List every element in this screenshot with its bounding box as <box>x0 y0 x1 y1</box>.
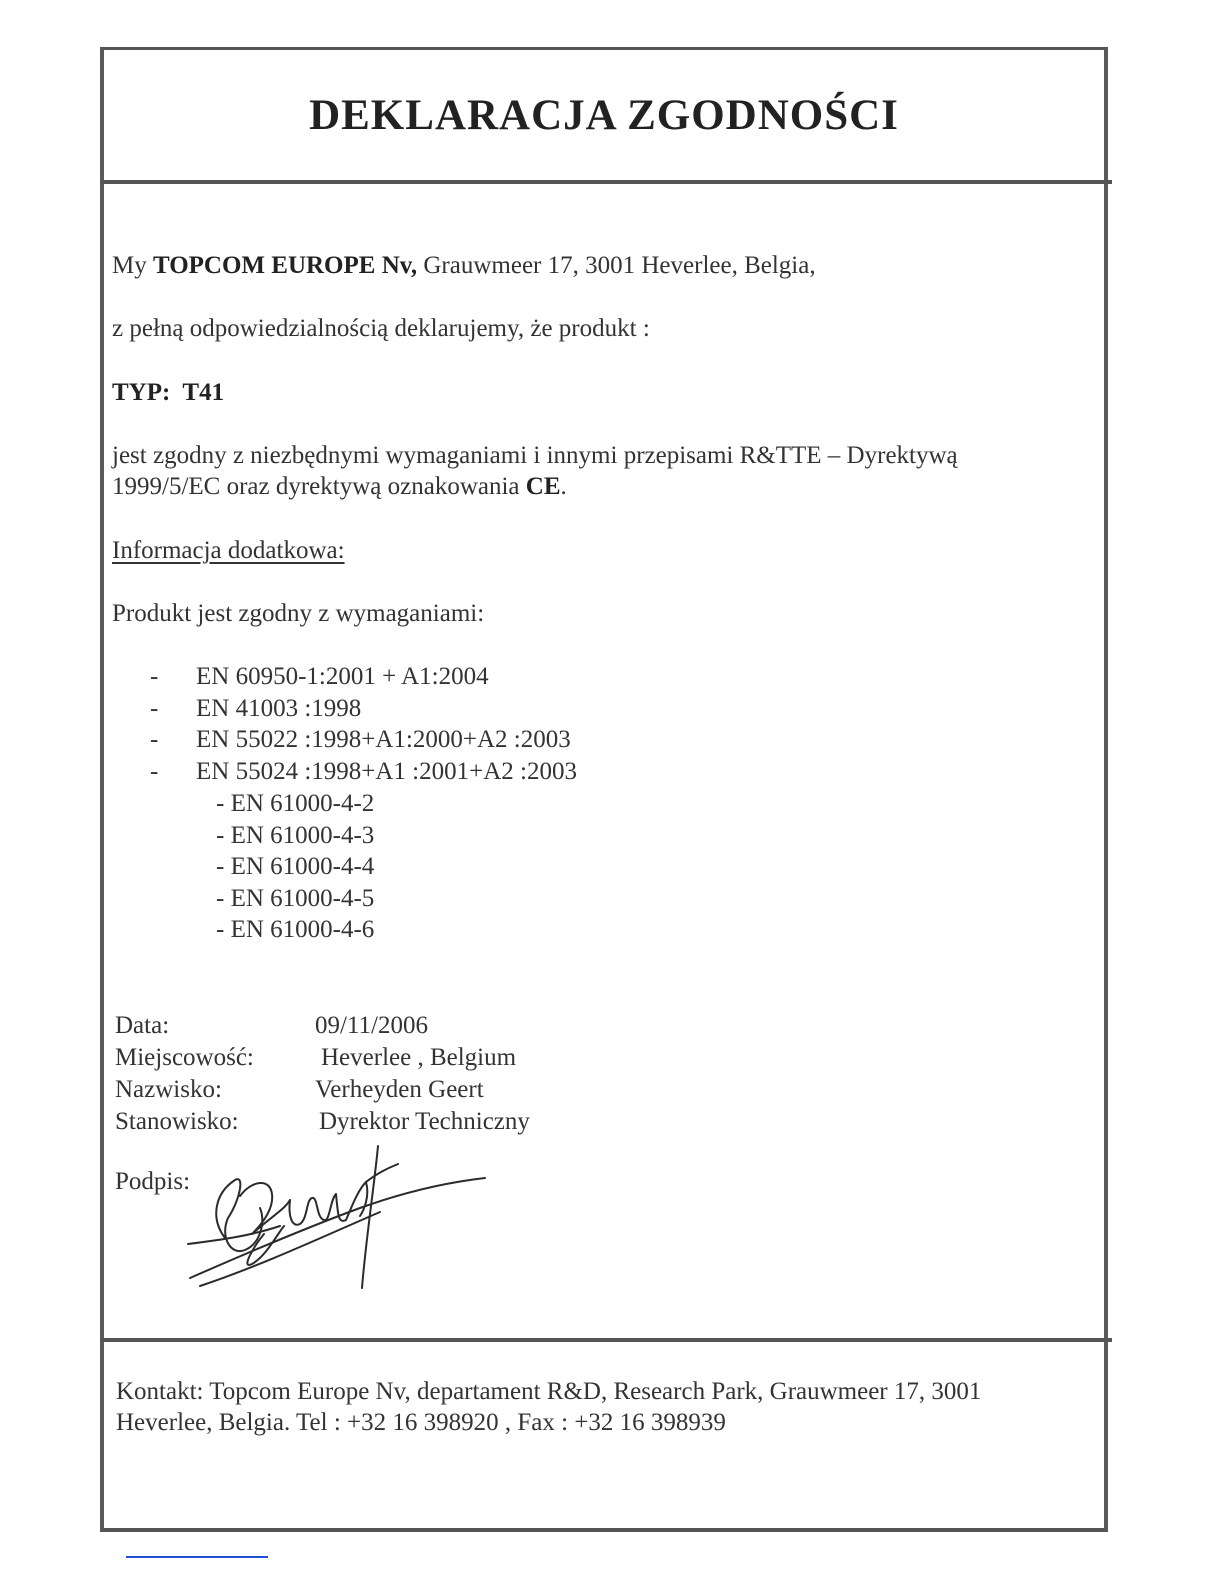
meta-label: Stanowisko: <box>115 1108 239 1135</box>
type-label: TYP: <box>112 379 171 406</box>
meta-value: Dyrektor Techniczny <box>319 1108 530 1135</box>
meta-row-name <box>115 1074 530 1106</box>
meta-row-date <box>115 1010 530 1042</box>
contact-line-2: Heverlee, Belgia. Tel : +32 16 398920 , Fax : +32 16 398939 <box>116 1409 726 1436</box>
meta-value: Verheyden Geert <box>315 1076 484 1103</box>
compliance-line-1: jest zgodny z niezbędnymi wymaganiami i innymi przepisami R&TTE – Dyrektywą <box>112 442 958 469</box>
meta-label: Miejscowość: <box>115 1044 254 1071</box>
meta-value: Heverlee , Belgium <box>321 1044 517 1071</box>
requirements-intro: Produkt jest zgodny z wymaganiami: <box>112 600 485 627</box>
compliance-line-2-text: 1999/5/EC oraz dyrektywą oznakowania <box>112 473 520 500</box>
product-type <box>112 377 224 408</box>
additional-info-heading: Informacja dodatkowa: <box>112 537 345 564</box>
meta-value: 09/11/2006 <box>315 1012 428 1039</box>
list-dash: - <box>150 694 159 722</box>
sub-standards-list <box>216 788 374 946</box>
meta-row-place <box>115 1042 530 1074</box>
list-item <box>150 756 577 788</box>
list-dash: - <box>150 663 159 690</box>
signature-label: Podpis: <box>115 1168 191 1195</box>
meta-row-position <box>115 1106 530 1138</box>
ce-mark: CE <box>525 473 561 500</box>
company-name: TOPCOM EUROPE Nv, <box>152 252 418 279</box>
compliance-line-2 <box>112 471 958 502</box>
compliance-end: . <box>560 473 567 500</box>
standards-list <box>150 661 577 787</box>
list-item <box>150 724 577 756</box>
list-item <box>150 661 577 693</box>
page-link-underline[interactable] <box>126 1556 268 1558</box>
list-item <box>150 693 577 725</box>
list-item: - EN 61000-4-3 <box>216 821 375 849</box>
standard-text: EN 55022 :1998+A1:2000+A2 :2003 <box>196 726 571 753</box>
declaration-text: z pełną odpowiedzialnością deklarujemy, że produkt : <box>112 315 650 342</box>
page-title: DEKLARACJA ZGODNOŚCI <box>309 91 899 139</box>
company-address: Grauwmeer 17, 3001 Heverlee, Belgia, <box>423 252 816 279</box>
standard-text: EN 41003 :1998 <box>196 694 362 722</box>
list-item: - EN 61000-4-4 <box>216 853 375 881</box>
signature-image <box>180 1138 500 1298</box>
title-section <box>104 50 1104 180</box>
signatory-details <box>115 1010 530 1138</box>
meta-label: Data: <box>115 1012 170 1039</box>
intro-line <box>112 250 816 281</box>
meta-label: Nazwisko: <box>115 1076 222 1103</box>
intro-my: My <box>112 252 147 279</box>
compliance-text <box>112 440 958 502</box>
list-dash: - <box>150 757 159 785</box>
standard-text: EN 55024 :1998+A1 :2001+A2 :2003 <box>196 757 577 785</box>
list-item: - EN 61000-4-2 <box>216 790 375 817</box>
type-value: T41 <box>182 379 225 406</box>
title-divider <box>100 180 1112 184</box>
standard-text: EN 60950-1:2001 + A1:2004 <box>196 663 489 690</box>
list-item: - EN 61000-4-6 <box>216 916 375 944</box>
list-item: - EN 61000-4-5 <box>216 884 375 912</box>
footer-divider <box>100 1338 1112 1342</box>
contact-line-1: Kontakt: Topcom Europe Nv, departament R&D, Research Park, Grauwmeer 17, 3001 <box>116 1378 982 1405</box>
list-dash: - <box>150 726 159 753</box>
contact-info <box>116 1376 1096 1438</box>
